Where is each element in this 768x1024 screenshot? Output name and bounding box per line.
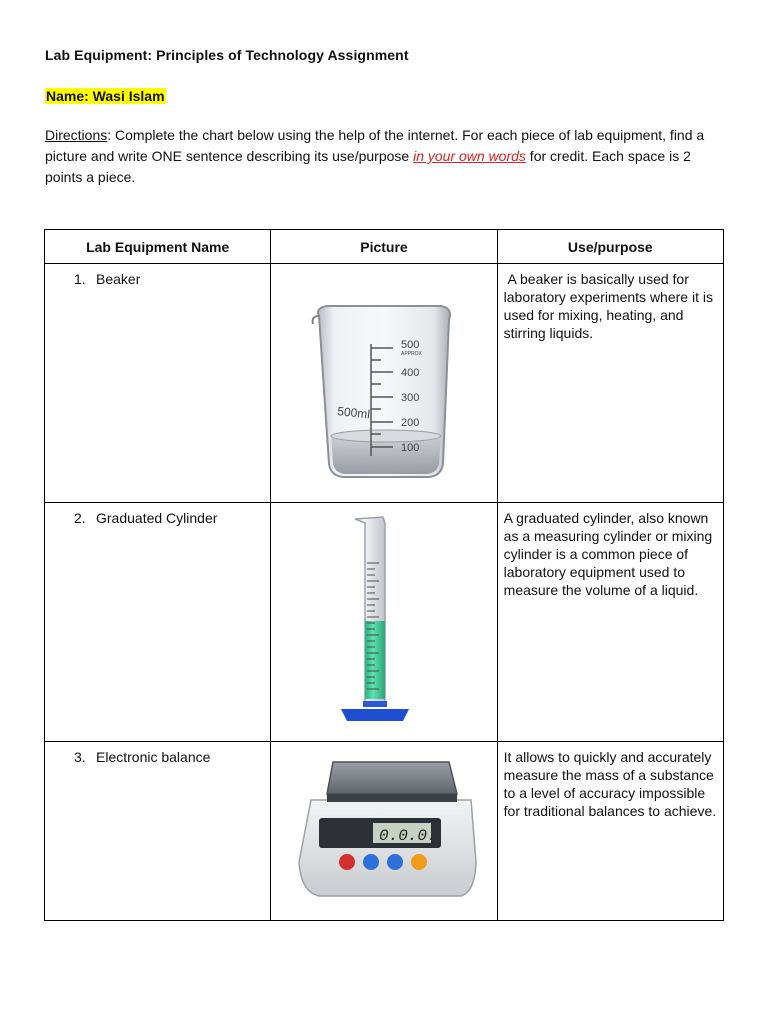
balance-button-blue-2 [387, 854, 403, 870]
directions-paragraph [45, 125, 725, 188]
table-row [45, 742, 724, 921]
student-name: Name: Wasi Islam [46, 88, 165, 104]
beaker-mark-200: 200 [401, 417, 420, 429]
picture-cell [271, 264, 497, 503]
equipment-name: Beaker [96, 271, 141, 287]
use-purpose-cell: A graduated cylinder, also known as a measuring cylinder or mixing cylinder is a common piece of laboratory equipment used to measure the volume of a liquid. [497, 503, 723, 742]
picture-cell [271, 503, 497, 742]
equipment-name-cell [45, 503, 271, 742]
directions-text-end: for credit. Each space is 2 points a piece. [45, 148, 691, 185]
table-header-row [45, 230, 724, 264]
header-equipment-name: Lab Equipment Name [45, 230, 271, 264]
row-number: 2. [74, 510, 86, 526]
graduated-cylinder-image [271, 503, 497, 735]
beaker-capacity-label: 500ml [337, 404, 371, 422]
beaker-mark-300: 300 [401, 392, 420, 404]
row-number: 3. [74, 749, 86, 765]
use-purpose-cell: It allows to quickly and accurately measure the mass of a substance to a level of accuracy impossible for traditional balances to achieve. [497, 742, 723, 921]
equipment-name: Electronic balance [96, 749, 211, 765]
beaker-mark-400: 400 [401, 367, 420, 379]
table-row [45, 264, 724, 503]
balance-display-readout: 0.0.0. [379, 827, 437, 845]
row-number: 1. [74, 271, 86, 287]
use-purpose-cell: A beaker is basically used for laboratory experiments where it is used for mixing, heating, and stirring liquids. [497, 264, 723, 503]
beaker-mark-approx: APPROX [401, 351, 423, 357]
balance-button-orange [411, 854, 427, 870]
lab-equipment-table [44, 229, 724, 921]
balance-button-red [339, 854, 355, 870]
header-picture: Picture [271, 230, 497, 264]
assignment-title: Lab Equipment: Principles of Technology Assignment [45, 47, 409, 63]
equipment-name-cell [45, 264, 271, 503]
beaker-mark-500: 500 [401, 339, 420, 351]
beaker-image [271, 264, 497, 496]
directions-text: : Complete the chart below using the help of the internet. For each piece of lab equipment, find a picture and write ONE sentence describing its use/purpose [45, 127, 705, 164]
equipment-name-cell [45, 742, 271, 921]
table-row [45, 503, 724, 742]
balance-button-blue-1 [363, 854, 379, 870]
directions-label: Directions [45, 127, 108, 143]
header-use-purpose: Use/purpose [497, 230, 723, 264]
beaker-mark-100: 100 [401, 442, 420, 454]
equipment-name: Graduated Cylinder [96, 510, 218, 526]
directions-emphasis: in your own words [413, 148, 526, 164]
picture-cell [271, 742, 497, 921]
electronic-balance-image [271, 742, 497, 914]
